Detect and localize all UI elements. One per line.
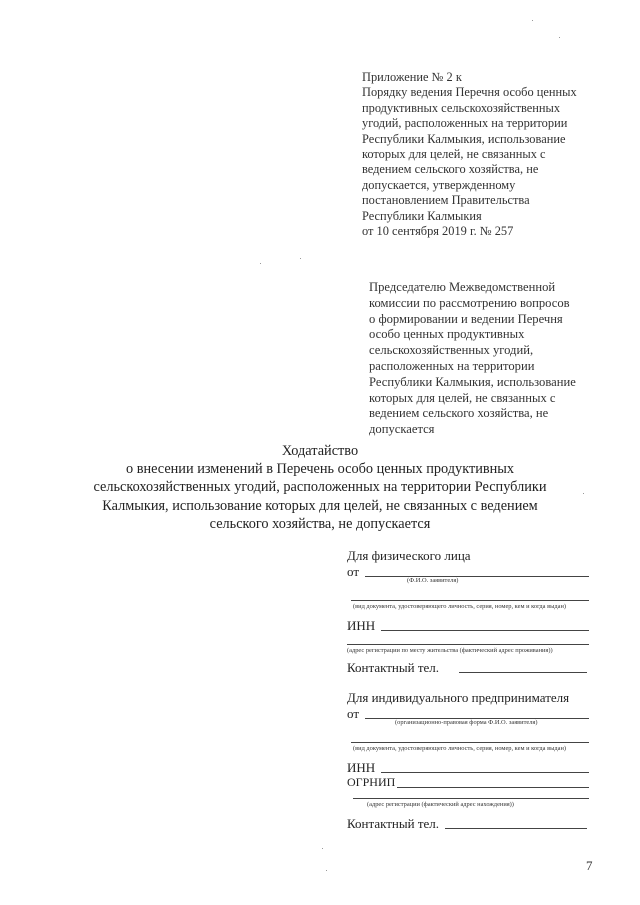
individual-address-field[interactable] [347,644,589,645]
appendix-line: Республики Калмыкия, использование [362,131,566,146]
title-line: о внесении изменений в Перечень особо ценных продуктивных [125,461,515,478]
appendix-line: допускается, утвержденному [362,177,516,192]
addressee-line: допускается [369,422,435,437]
title-line: сельскохозяйственных угодий, расположенных на территории Республики [93,479,547,496]
entrepreneur-address-hint: (адрес регистрации (фактический адрес нахождения)) [367,801,514,808]
addressee-line: которых для целей, не связанных с [369,390,556,405]
individual-document-field[interactable] [351,600,589,601]
entrepreneur-org-hint: (организационно-правовая форма Ф.И.О. заявителя) [395,719,538,726]
addressee-block [369,280,609,438]
individual-inn-field[interactable] [381,630,589,631]
appendix-line: ведением сельского хозяйства, не [362,162,539,177]
scan-speck [559,37,560,38]
title-heading: Ходатайство [281,443,359,459]
appendix-line: Приложение № 2 к [362,70,462,84]
addressee-line: сельскохозяйственных угодий, [369,343,534,358]
appendix-line: Порядку ведения Перечня особо ценных [362,85,577,100]
entrepreneur-inn-field[interactable] [381,772,589,773]
scan-speck [326,870,327,871]
addressee-line: особо ценных продуктивных [369,327,525,342]
appendix-line: угодий, расположенных на территории [362,116,568,131]
addressee-line: о формировании и ведении Перечня [369,311,563,326]
appendix-line: которых для целей, не связанных с [362,147,546,162]
entrepreneur-heading: Для индивидуального предпринимателя [347,690,570,705]
title-line: сельского хозяйства, не допускается [209,515,431,532]
entrepreneur-address-field[interactable] [353,798,589,799]
entrepreneur-phone-field[interactable] [445,828,587,829]
entrepreneur-from-label: от [347,706,360,721]
scan-speck [300,258,301,259]
appendix-line: постановлением Правительства [362,193,530,208]
entrepreneur-ogrnip-label: ОГРНИП [347,775,396,789]
appendix-line: Республики Калмыкия [362,208,482,223]
scan-speck [532,20,533,21]
individual-heading: Для физического лица [347,548,471,563]
scan-speck [583,493,584,494]
individual-inn-label: ИНН [347,618,376,633]
entrepreneur-document-field[interactable] [351,742,589,743]
appendix-block [362,70,602,239]
entrepreneur-inn-label: ИНН [347,760,376,775]
entrepreneur-ogrnip-field[interactable] [397,787,589,788]
entrepreneur-phone-label: Контактный тел. [347,816,440,831]
page-number: 7 [586,858,593,873]
individual-document-hint: (вид документа, удостоверяющего личность, серия, номер, кем и когда выдан) [353,603,567,610]
addressee-line: ведением сельского хозяйства, не [369,406,549,421]
addressee-line: комиссии по рассмотрению вопросов [369,295,570,310]
individual-phone-label: Контактный тел. [347,660,440,675]
individual-from-label: от [347,564,360,579]
scan-speck [260,263,261,264]
individual-fio-field[interactable] [365,576,589,577]
scan-speck [322,848,323,849]
title-line: Калмыкия, использование которых для целей, не связанных с ведением [102,497,538,514]
addressee-line: Республики Калмыкия, использование [369,374,576,389]
addressee-line: расположенных на территории [369,358,535,373]
individual-address-hint: (адрес регистрации по месту жительства (фактический адрес проживания)) [347,647,553,654]
appendix-line: продуктивных сельскохозяйственных [362,100,561,115]
individual-phone-field[interactable] [459,672,587,673]
individual-fio-hint: (Ф.И.О. заявителя) [407,577,459,584]
entrepreneur-document-hint: (вид документа, удостоверяющего личность, серия, номер, кем и когда выдан) [353,745,567,752]
appendix-line: от 10 сентября 2019 г. № 257 [362,224,514,239]
addressee-line: Председателю Межведомственной [369,280,556,294]
document-title [60,442,580,533]
